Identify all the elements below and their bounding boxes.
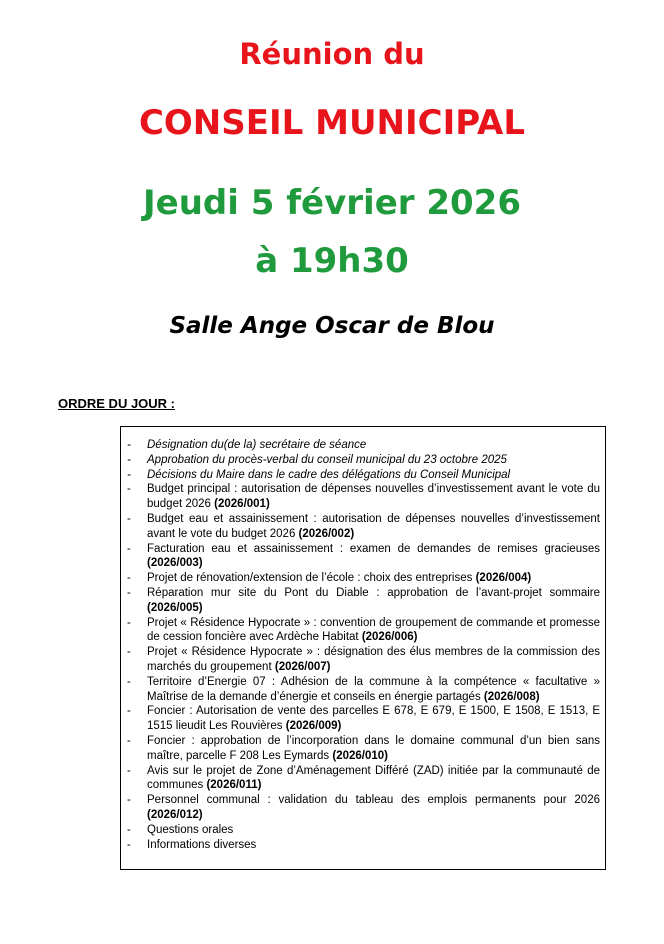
- agenda-item: - Projet « Résidence Hypocrate » : désignation des élus membres de la commission des marchés du groupement (2026/007): [127, 645, 600, 675]
- agenda-items-list: [127, 482, 600, 822]
- agenda-item: - Projet « Résidence Hypocrate » : convention de groupement de commande et promesse de cession foncière avec Ardèche Habitat (2026/006): [127, 616, 600, 646]
- agenda-item: - Réparation mur site du Pont du Diable : approbation de l’avant-projet sommaire (2026/005): [127, 586, 600, 616]
- agenda-item-ref: (2026/012): [147, 808, 203, 821]
- agenda-item: - Avis sur le projet de Zone d’Aménagement Différé (ZAD) initiée par la communauté de communes (2026/011): [127, 764, 600, 794]
- agenda-item: - Budget principal : autorisation de dépenses nouvelles d’investissement avant le vote du budget 2026 (2026/001): [127, 482, 600, 512]
- agenda-item-ref: (2026/006): [361, 631, 418, 644]
- agenda-intro-item: - Désignation du(de la) secrétaire de séance: [127, 438, 600, 453]
- agenda-item-ref: (2026/009): [285, 720, 342, 733]
- agenda-closing-item: - Informations diverses: [127, 838, 600, 853]
- agenda-item-ref: (2026/002): [298, 527, 355, 540]
- agenda-box: [120, 426, 606, 870]
- agenda-item: - Foncier : approbation de l’incorporation dans le domaine communal d’un bien sans maître, parcelle F 208 Les Eymards (2026/010): [127, 734, 600, 764]
- meeting-date: Jeudi 5 février 2026: [143, 183, 521, 223]
- meeting-time: à 19h30: [255, 241, 409, 281]
- agenda-item-ref: (2026/003): [147, 557, 203, 570]
- agenda-closing-item: - Questions orales: [127, 823, 600, 838]
- agenda-item-ref: (2026/010): [332, 749, 388, 762]
- agenda-item-ref: (2026/008): [483, 690, 540, 703]
- agenda-closing-list: [127, 823, 600, 853]
- agenda-item: - Projet de rénovation/extension de l’école : choix des entreprises (2026/004): [127, 571, 600, 586]
- agenda-item: - Budget eau et assainissement : autorisation de dépenses nouvelles d’investissement avant le vote du budget 2026 (2026/002): [127, 512, 600, 542]
- title-conseil-municipal: CONSEIL MUNICIPAL: [138, 103, 526, 143]
- agenda-item: - Foncier : Autorisation de vente des parcelles E 678, E 679, E 1500, E 1508, E 1513, E 1515 lieudit Les Rouvières (2026/009): [127, 704, 600, 734]
- agenda-item-ref: (2026/005): [147, 601, 203, 614]
- agenda-heading: ORDRE DU JOUR :: [58, 396, 176, 411]
- agenda-item-ref: (2026/007): [274, 660, 331, 673]
- agenda-item: - Facturation eau et assainissement : examen de demandes de remises gracieuses (2026/003): [127, 542, 600, 572]
- agenda-intro-item: - Approbation du procès-verbal du conseil municipal du 23 octobre 2025: [127, 453, 600, 468]
- agenda-item-ref: (2026/004): [475, 572, 532, 585]
- agenda-intro-item: - Décisions du Maire dans le cadre des délégations du Conseil Municipal: [127, 468, 600, 483]
- agenda-item-ref: (2026/001): [214, 498, 270, 511]
- meeting-location: Salle Ange Oscar de Blou: [169, 313, 495, 339]
- title-reunion: Réunion du: [239, 37, 425, 71]
- agenda-item: - Personnel communal : validation du tableau des emplois permanents pour 2026 (2026/012): [127, 793, 600, 823]
- agenda-intro-list: [127, 438, 600, 482]
- agenda-item: - Territoire d’Energie 07 : Adhésion de la commune à la compétence « facultative » Maîtrise de la demande d’énergie et conseils en énergie partagés (2026/008): [127, 675, 600, 705]
- agenda-item-ref: (2026/011): [206, 779, 262, 792]
